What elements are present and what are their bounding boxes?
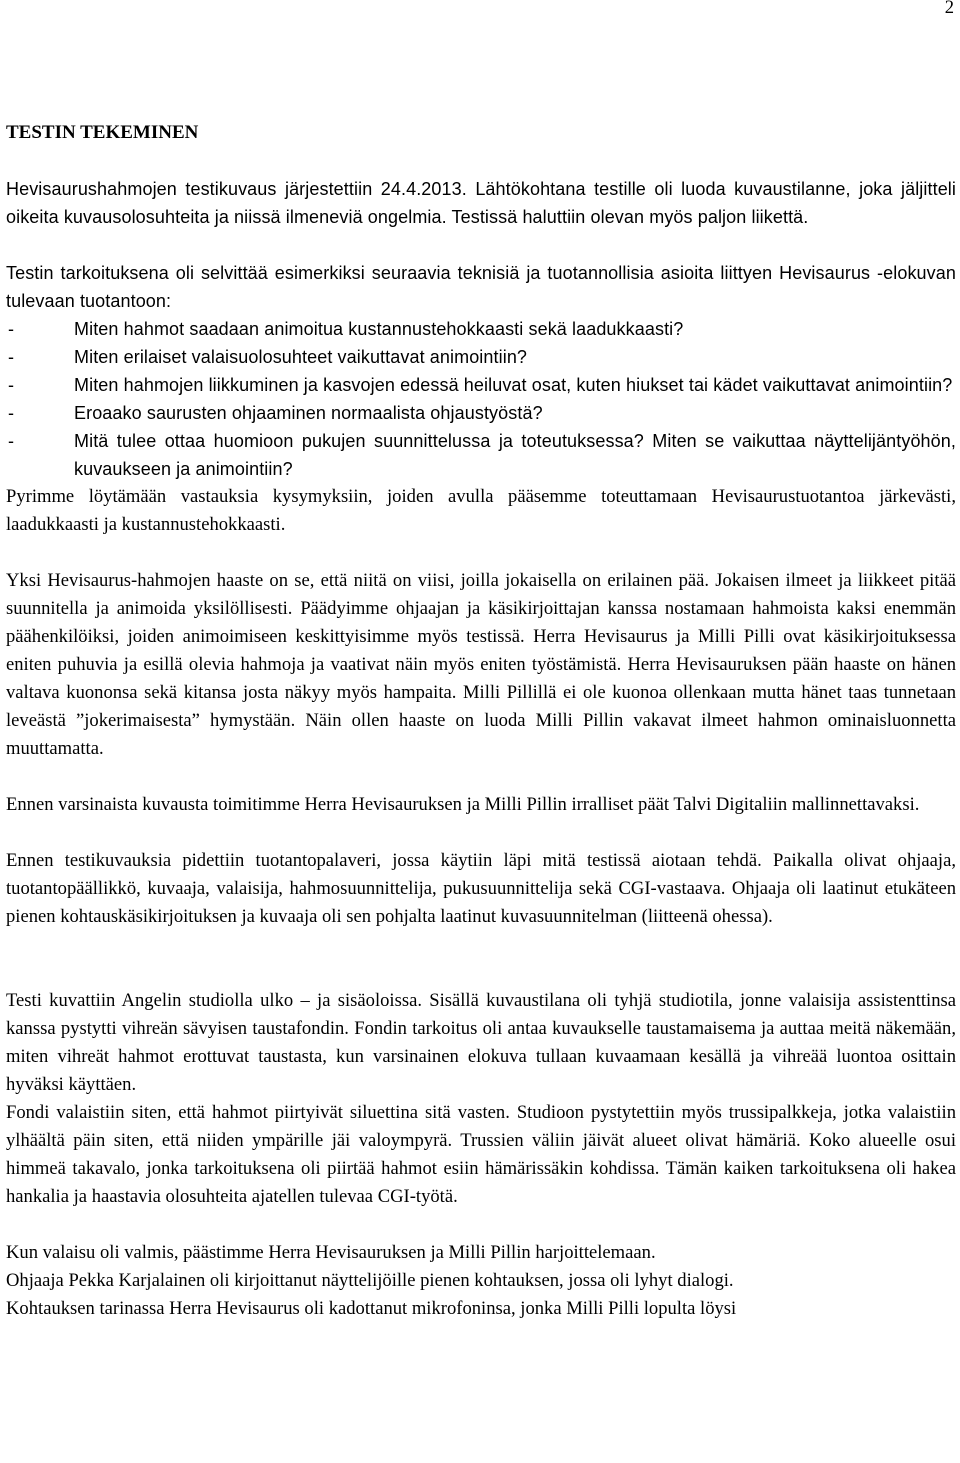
purpose-intro-paragraph: Testin tarkoituksena oli selvittää esimerkiksi seuraavia teknisiä ja tuotannollisia asioita liittyen Hevisaurus -elokuvan tulevaan tuotantoon: [6,263,956,311]
question-text: Eroaako saurusten ohjaaminen normaalista ohjaustyöstä? [74,403,543,423]
studio-paragraph: Testi kuvattiin Angelin studiolla ulko – ja sisäoloissa. Sisällä kuvaustilana oli tyhjä studiotila, jonne valaisija assistenttinsa kanssa pystytti vihreän sävyisen taustafondin. Fondin tarkoitus oli antaa kuvaukselle taustamaisema ja auttaa meitä näkemään, miten vihreät hahmot erottuvat taustasta, kun varsinainen elokuva tullaan kuvaamaan kesällä ja vihreää luontoa osittain hyväksi käyttäen. [6,990,956,1095]
bullet-dash: - [8,319,15,339]
director-paragraph: Ohjaaja Pekka Karjalainen oli kirjoittanut näyttelijöille pienen kohtauksen, jossa oli lyhyt dialogi. [6,1270,734,1291]
list-item [6,315,956,343]
list-item [6,427,956,483]
question-list [6,315,956,483]
bullet-dash: - [8,403,15,423]
bullet-dash: - [8,375,15,395]
bullet-dash: - [8,347,15,367]
page-number: 2 [944,0,954,18]
challenge-paragraph: Yksi Hevisaurus-hahmojen haaste on se, että niitä on viisi, joilla jokaisella on erilainen pää. Jokaisen ilmeet ja liikkeet pitää suunnitella ja animoida yksilöllisesti. Päädyimme ohjaajan ja käsikirjoittajan kanssa nostamaan hahmoista kaksi enemmän päähenkilöiksi, joiden animoimiseen keskittyisimme myös testissä. Herra Hevisaurus ja Milli Pilli ovat käsikirjoituksessa eniten puhuvia ja esillä olevia hahmoja ja vaativat näin myös eniten työstämistä. Herra Hevisauruksen pään haaste on hänen valtava kuononsa sekä kitansa josta näkyy myös hampaita. Milli Pillillä ei ole kuonoa ollenkaan mutta hänet taas tunnetaan leveästä ”jokerimaisesta” hymystään. Näin ollen haaste on luoda Milli Pillin vakavat ilmeet hahmon ominaisluonnetta muuttamatta. [6,570,956,759]
question-text: Mitä tulee ottaa huomioon pukujen suunnittelussa ja toteutuksessa? Miten se vaikuttaa näyttelijäntyöhön, kuvaukseen ja animointiin? [74,431,956,479]
lighting-paragraph: Fondi valaistiin siten, että hahmot piirtyivät siluettina sitä vasten. Studioon pystytettiin myös trussipalkkeja, jotka valaistiin ylhäältä päin siten, että niiden ympärille jäi valoympyrä. Trussien väliin jäivät alueet olivat hämäriä. Koko alueelle osui himmeä takavalo, jonka tarkoituksena oli piirtää hahmot esiin hämärissäkin kohdissa. Tämän kaiken tarkoituksena oli hakea hankalia ja haastavia olosuhteita ajatellen tulevaa CGI-työtä. [6,1102,956,1207]
list-item [6,371,956,399]
question-text: Miten hahmojen liikkuminen ja kasvojen edessä heiluvat osat, kuten hiukset tai kädet vaikuttavat animointiin? [74,375,953,395]
document-body [6,119,956,1323]
list-item [6,399,956,427]
bullet-dash: - [8,431,15,451]
purpose-conclusion-paragraph: Pyrimme löytämään vastauksia kysymyksiin, joiden avulla pääsemme toteuttamaan Hevisaurustuotantoa järkevästi, laadukkaasti ja kustannustehokkaasti. [6,486,956,535]
meeting-paragraph: Ennen testikuvauksia pidettiin tuotantopalaveri, jossa käytiin läpi mitä testissä aiotaan tehdä. Paikalla olivat ohjaaja, tuotantopäällikkö, kuvaaja, valaisija, hahmosuunnittelija, pukusuunnittelija sekä CGI-vastaava. Ohjaaja oli laatinut etukäteen pienen kohtauskäsikirjoituksen ja kuvaaja oli sen pohjalta laatinut kuvasuunnitelman (liitteenä ohessa). [6,850,956,927]
section-heading: TESTIN TEKEMINEN [6,122,199,143]
models-paragraph: Ennen varsinaista kuvausta toimitimme Herra Hevisauruksen ja Milli Pillin irralliset päät Talvi Digitaliin mallinnettavaksi. [6,794,920,815]
rehearsal-paragraph: Kun valaisu oli valmis, päästimme Herra Hevisauruksen ja Milli Pillin harjoittelemaan. [6,1242,656,1263]
question-text: Miten hahmot saadaan animoitua kustannustehokkaasti sekä laadukkaasti? [74,319,684,339]
list-item [6,343,956,371]
question-text: Miten erilaiset valaisuolosuhteet vaikuttavat animointiin? [74,347,528,367]
scene-paragraph: Kohtauksen tarinassa Herra Hevisaurus oli kadottanut mikrofoninsa, jonka Milli Pilli lopulta löysi [6,1298,737,1319]
intro-paragraph: Hevisaurushahmojen testikuvaus järjestettiin 24.4.2013. Lähtökohtana testille oli luoda kuvaustilanne, joka jäljitteli oikeita kuvausolosuhteita ja niissä ilmeneviä ongelmia. Testissä haluttiin olevan myös paljon liikettä. [6,179,956,227]
